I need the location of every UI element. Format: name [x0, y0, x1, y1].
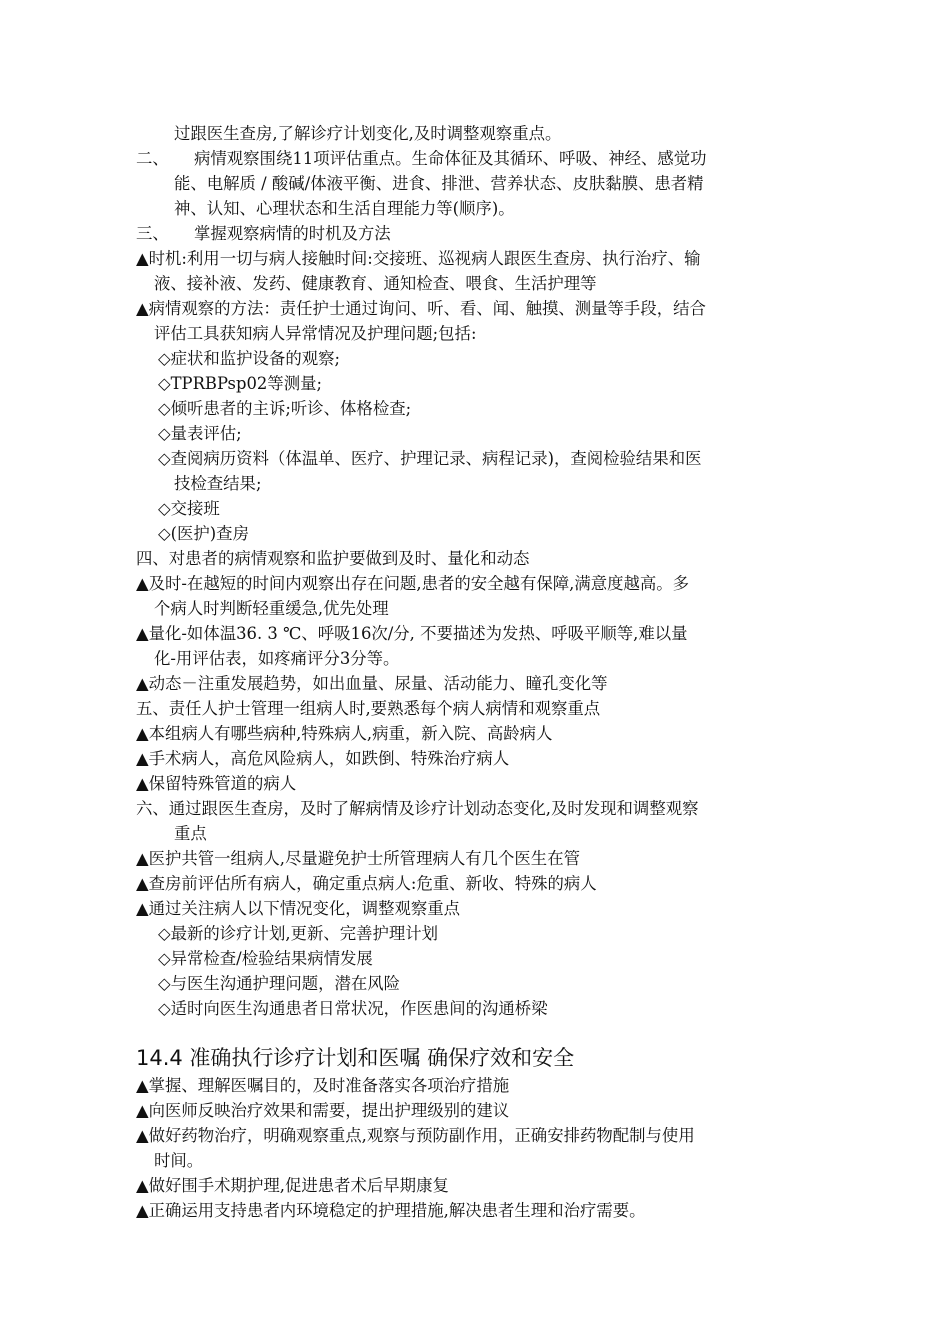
section-3-heading [136, 221, 816, 246]
text-line: ▲掌握、理解医嘱目的，及时准备落实各项治疗措施 [136, 1076, 510, 1095]
text-line: ▲保留特殊管道的病人 [136, 774, 297, 793]
section-2-continuation: 能、电解质 / 酸碱/体液平衡、进食、排泄、营养状态、皮肤黏膜、患者精 [174, 174, 704, 193]
text-line: ▲时机:利用一切与病人接触时间:交接班、巡视病人跟医生查房、执行治疗、输 [136, 249, 701, 268]
text-line: 个病人时判断轻重缓急,优先处理 [154, 599, 389, 618]
text-line: ◇倾听患者的主诉;听诊、体格检查; [158, 399, 412, 418]
text-line: 六、通过跟医生查房，及时了解病情及诊疗计划动态变化,及时发现和调整观察 [136, 799, 699, 818]
text-line: 时间。 [154, 1151, 204, 1170]
text-line: ▲通过关注病人以下情况变化，调整观察重点 [136, 899, 461, 918]
text-line: ▲本组病人有哪些病种,特殊病人,病重，新入院、高龄病人 [136, 724, 553, 743]
text-line: ▲做好围手术期护理,促进患者术后早期康复 [136, 1176, 449, 1195]
text-line: ▲及时-在越短的时间内观察出存在问题,患者的安全越有保障,满意度越高。多 [136, 574, 690, 593]
intro-block [136, 121, 816, 146]
text-line: ◇最新的诊疗计划,更新、完善护理计划 [158, 924, 439, 943]
section-14-4-heading: 14.4 准确执行诊疗计划和医嘱 确保疗效和安全 [136, 1046, 575, 1070]
main-body [136, 246, 816, 1021]
text-line: ◇交接班 [158, 499, 220, 518]
text-line: ▲医护共管一组病人,尽量避免护士所管理病人有几个医生在管 [136, 849, 580, 868]
section-2-continuation: 神、认知、心理状态和生活自理能力等(顺序)。 [174, 199, 515, 218]
text-line: ▲做好药物治疗，明确观察重点,观察与预防副作用，正确安排药物配制与使用 [136, 1126, 695, 1145]
text-line: 过跟医生查房,了解诊疗计划变化,及时调整观察重点。 [174, 124, 562, 143]
text-line: ◇与医生沟通护理问题，潜在风险 [158, 974, 401, 993]
text-line: ▲手术病人，高危风险病人，如跌倒、特殊治疗病人 [136, 749, 510, 768]
section-2-number: 二、 [136, 149, 169, 168]
text-line: ◇量表评估; [158, 424, 242, 443]
section-2-text: 病情观察围绕11项评估重点。生命体征及其循环、呼吸、神经、感觉功 [194, 149, 707, 168]
text-line: ◇查阅病历资料（体温单、医疗、护理记录、病程记录)，查阅检验结果和医 [158, 449, 702, 468]
section-14-4-body [136, 1073, 816, 1223]
text-line: ◇适时向医生沟通患者日常状况，作医患间的沟通桥梁 [158, 999, 548, 1018]
document-page [136, 121, 816, 1223]
text-line: 化-用评估表，如疼痛评分3分等。 [154, 649, 400, 668]
text-line: ◇(医护)查房 [158, 524, 249, 543]
section-3-text: 掌握观察病情的时机及方法 [194, 224, 391, 243]
text-line: ▲量化-如体温36. 3 ℃、呼吸16次/分, 不要描述为发热、呼吸平顺等,难以量 [136, 624, 688, 643]
section-3-number: 三、 [136, 224, 169, 243]
text-line: 五、责任人护士管理一组病人时,要熟悉每个病人病情和观察重点 [136, 699, 601, 718]
text-line: ◇TPRBPsp02等测量; [158, 374, 322, 393]
text-line: 评估工具获知病人异常情况及护理问题;包括: [154, 324, 477, 343]
text-line: ▲动态－注重发展趋势，如出血量、尿量、活动能力、瞳孔变化等 [136, 674, 608, 693]
text-line: 技检查结果; [174, 474, 262, 493]
text-line: ▲正确运用支持患者内环境稳定的护理措施,解决患者生理和治疗需要。 [136, 1201, 646, 1220]
spacer [136, 1021, 816, 1043]
text-line: ▲查房前评估所有病人，确定重点病人:危重、新收、特殊的病人 [136, 874, 597, 893]
text-line: 四、对患者的病情观察和监护要做到及时、量化和动态 [136, 549, 530, 568]
text-line: ◇症状和监护设备的观察; [158, 349, 341, 368]
text-line: ◇异常检查/检验结果病情发展 [158, 949, 373, 968]
text-line: 液、接补液、发药、健康教育、通知检查、喂食、生活护理等 [154, 274, 597, 293]
text-line: ▲病情观察的方法：责任护士通过询问、听、看、闻、触摸、测量等手段，结合 [136, 299, 706, 318]
text-line: ▲向医师反映治疗效果和需要，提出护理级别的建议 [136, 1101, 510, 1120]
text-line: 重点 [174, 824, 207, 843]
section-2-heading [136, 146, 816, 171]
